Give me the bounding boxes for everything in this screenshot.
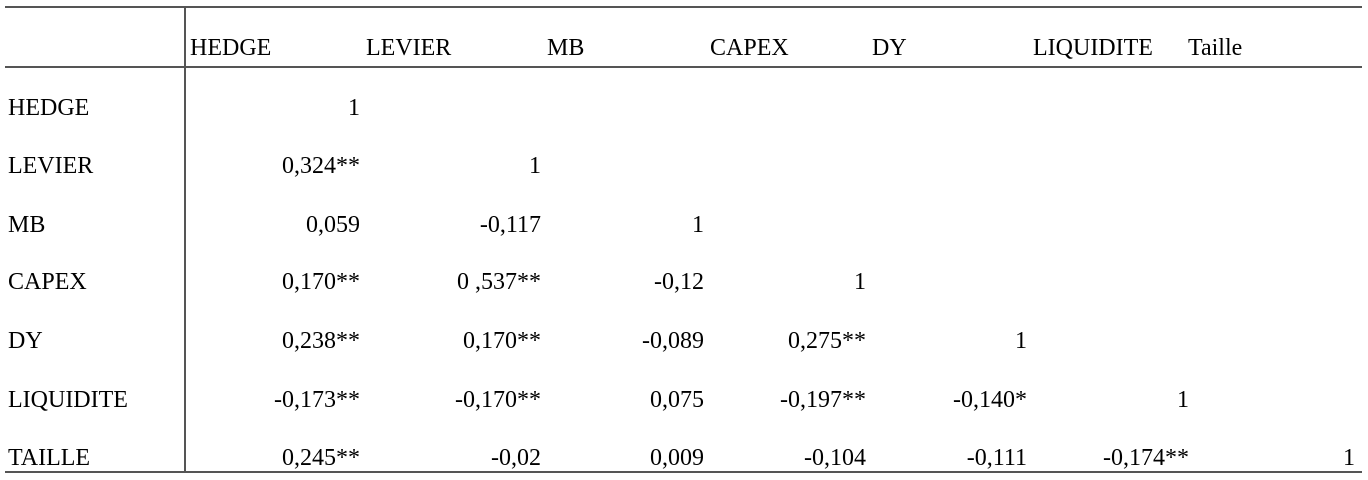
table-cell: -0,12 bbox=[654, 269, 704, 295]
table-cell: 1 bbox=[854, 269, 866, 295]
row-label-divider bbox=[184, 6, 186, 473]
column-header-liquidite: LIQUIDITE bbox=[1033, 35, 1153, 61]
table-cell: -0,140* bbox=[953, 387, 1027, 413]
column-header-mb: MB bbox=[547, 35, 585, 61]
table-cell: 0,324** bbox=[282, 153, 360, 179]
table-cell: -0,170** bbox=[455, 387, 541, 413]
table-cell: 0,059 bbox=[306, 212, 360, 238]
table-cell: -0,111 bbox=[966, 445, 1027, 471]
header-divider bbox=[5, 66, 1362, 68]
row-label-mb: MB bbox=[8, 212, 46, 238]
table-cell: -0,173** bbox=[274, 387, 360, 413]
row-label-hedge: HEDGE bbox=[8, 95, 90, 121]
table-cell: 0,170** bbox=[463, 328, 541, 354]
table-cell: 0,075 bbox=[650, 387, 704, 413]
table-cell: 1 bbox=[692, 212, 704, 238]
table-cell: -0,02 bbox=[491, 445, 541, 471]
table-cell: -0,104 bbox=[804, 445, 866, 471]
row-label-levier: LEVIER bbox=[8, 153, 94, 179]
table-cell: -0,117 bbox=[479, 212, 541, 238]
table-cell: -0,089 bbox=[642, 328, 704, 354]
row-label-taille: TAILLE bbox=[8, 445, 91, 471]
table-cell: 0,238** bbox=[282, 328, 360, 354]
table-cell: 1 bbox=[1015, 328, 1027, 354]
row-label-capex: CAPEX bbox=[8, 269, 87, 295]
column-header-hedge: HEDGE bbox=[190, 35, 272, 61]
table-cell: 0,275** bbox=[788, 328, 866, 354]
table-cell: 0,245** bbox=[282, 445, 360, 471]
table-cell: 0,009 bbox=[650, 445, 704, 471]
row-label-liquidite: LIQUIDITE bbox=[8, 387, 128, 413]
table-cell: 0 ,537** bbox=[457, 269, 541, 295]
table-cell: 1 bbox=[348, 95, 360, 121]
table-cell: 1 bbox=[529, 153, 541, 179]
table-cell: -0,197** bbox=[780, 387, 866, 413]
row-label-dy: DY bbox=[8, 328, 43, 354]
table-cell: 0,170** bbox=[282, 269, 360, 295]
column-header-dy: DY bbox=[872, 35, 907, 61]
column-header-levier: LEVIER bbox=[366, 35, 452, 61]
table-cell: 1 bbox=[1177, 387, 1189, 413]
table-cell: 1 bbox=[1343, 445, 1355, 471]
column-header-taille: Taille bbox=[1188, 35, 1243, 61]
table-cell: -0,174** bbox=[1103, 445, 1189, 471]
column-header-capex: CAPEX bbox=[710, 35, 789, 61]
